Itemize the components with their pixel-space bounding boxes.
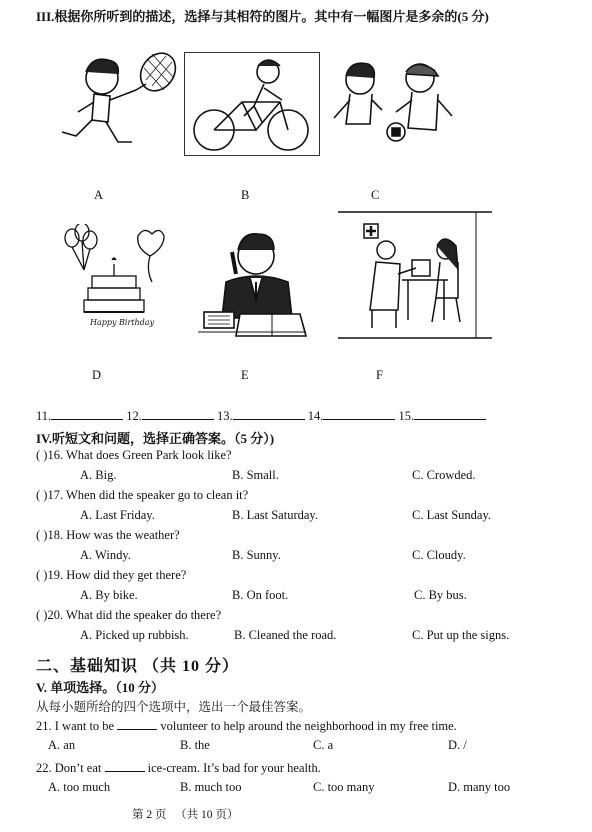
answer-blanks [36, 407, 486, 424]
q17-option-b[interactable]: B. Last Saturday. [232, 508, 318, 522]
q20-option-a[interactable]: A. Picked up rubbish. [80, 628, 189, 642]
question-16: ( )16. What does Green Park look like? [36, 448, 232, 462]
part2-heading: 二、基础知识 （共 10 分） [36, 658, 240, 675]
q20-option-c[interactable]: C. Put up the signs. [412, 628, 510, 642]
answer-14-blank[interactable] [323, 407, 395, 420]
answer-13-blank[interactable] [233, 407, 305, 420]
label-a: A [94, 188, 104, 202]
picture-c-football-boys [320, 50, 470, 156]
answer-11-number: 11. [36, 409, 52, 423]
q21-option-c[interactable]: C. a [313, 738, 334, 752]
answer-11-blank[interactable] [51, 407, 123, 420]
q16-option-c[interactable]: C. Crowded. [412, 468, 476, 482]
q18-option-c[interactable]: C. Cloudy. [412, 548, 466, 562]
q18-option-b[interactable]: B. Sunny. [232, 548, 281, 562]
picture-b-bicycle-girl [184, 52, 320, 156]
label-b: B [241, 188, 250, 202]
picture-a-tennis-boy [48, 50, 180, 152]
question-20: ( )20. What did the speaker do there? [36, 608, 222, 622]
q19-option-c[interactable]: C. By bus. [414, 588, 467, 602]
question-19: ( )19. How did they get there? [36, 568, 187, 582]
q22-option-a[interactable]: A. too much [48, 780, 111, 794]
cake-happy-birthday-text: Happy Birthday [90, 318, 155, 327]
q21-option-b[interactable]: B. the [180, 738, 210, 752]
q21-text-before: 21. I want to be [36, 719, 118, 733]
section3-title: III.根据你所听到的描述，选择与其相符的图片。其中有一幅图片是多余的(5 分) [36, 9, 489, 24]
answer-12-blank[interactable] [142, 407, 214, 420]
q22-option-b[interactable]: B. much too [180, 780, 242, 794]
q16-option-b[interactable]: B. Small. [232, 468, 279, 482]
q21-blank[interactable] [117, 717, 157, 730]
picture-f-doctor-patient [336, 210, 496, 342]
answer-14-number: 14. [307, 409, 324, 423]
q17-option-c[interactable]: C. Last Sunday. [412, 508, 492, 522]
q20-option-b[interactable]: B. Cleaned the road. [234, 628, 337, 642]
section5-instructions: 从每小题所给的四个选项中，选出一个最佳答案。 [36, 700, 312, 714]
label-d: D [92, 368, 102, 382]
label-e: E [241, 368, 249, 382]
q16-option-a[interactable]: A. Big. [80, 468, 117, 482]
q22-option-c[interactable]: C. too many [313, 780, 375, 794]
q21-option-d[interactable]: D. / [448, 738, 467, 752]
q21-text-after: volunteer to help around the neighborhood in my free time. [157, 719, 457, 733]
answer-12-number: 12. [126, 409, 142, 423]
label-f: F [376, 368, 383, 382]
answer-15-blank[interactable] [414, 407, 486, 420]
section4-title: IV.听短文和问题，选择正确答案。（5 分）) [36, 431, 275, 446]
question-18: ( )18. How was the weather? [36, 528, 180, 542]
question-21 [36, 717, 457, 734]
label-c: C [371, 188, 380, 202]
q22-blank[interactable] [105, 759, 145, 772]
q22-text-after: ice-cream. It’s bad for your health. [144, 761, 321, 775]
q18-option-a[interactable]: A. Windy. [80, 548, 131, 562]
q22-option-d[interactable]: D. many too [448, 780, 511, 794]
q19-option-b[interactable]: B. On foot. [232, 588, 289, 602]
q22-text-before: 22. Don’t eat [36, 761, 105, 775]
answer-15-number: 15. [398, 409, 415, 423]
section5-title: V. 单项选择。（10 分） [36, 680, 164, 695]
q17-option-a[interactable]: A. Last Friday. [80, 508, 155, 522]
question-17: ( )17. When did the speaker go to clean it? [36, 488, 249, 502]
page-footer: 第 2 页 （共 10 页） [132, 809, 239, 821]
question-22 [36, 759, 321, 776]
q21-option-a[interactable]: A. an [48, 738, 76, 752]
answer-13-number: 13. [217, 409, 233, 423]
q19-option-a[interactable]: A. By bike. [80, 588, 138, 602]
picture-e-phone-man [196, 222, 308, 340]
